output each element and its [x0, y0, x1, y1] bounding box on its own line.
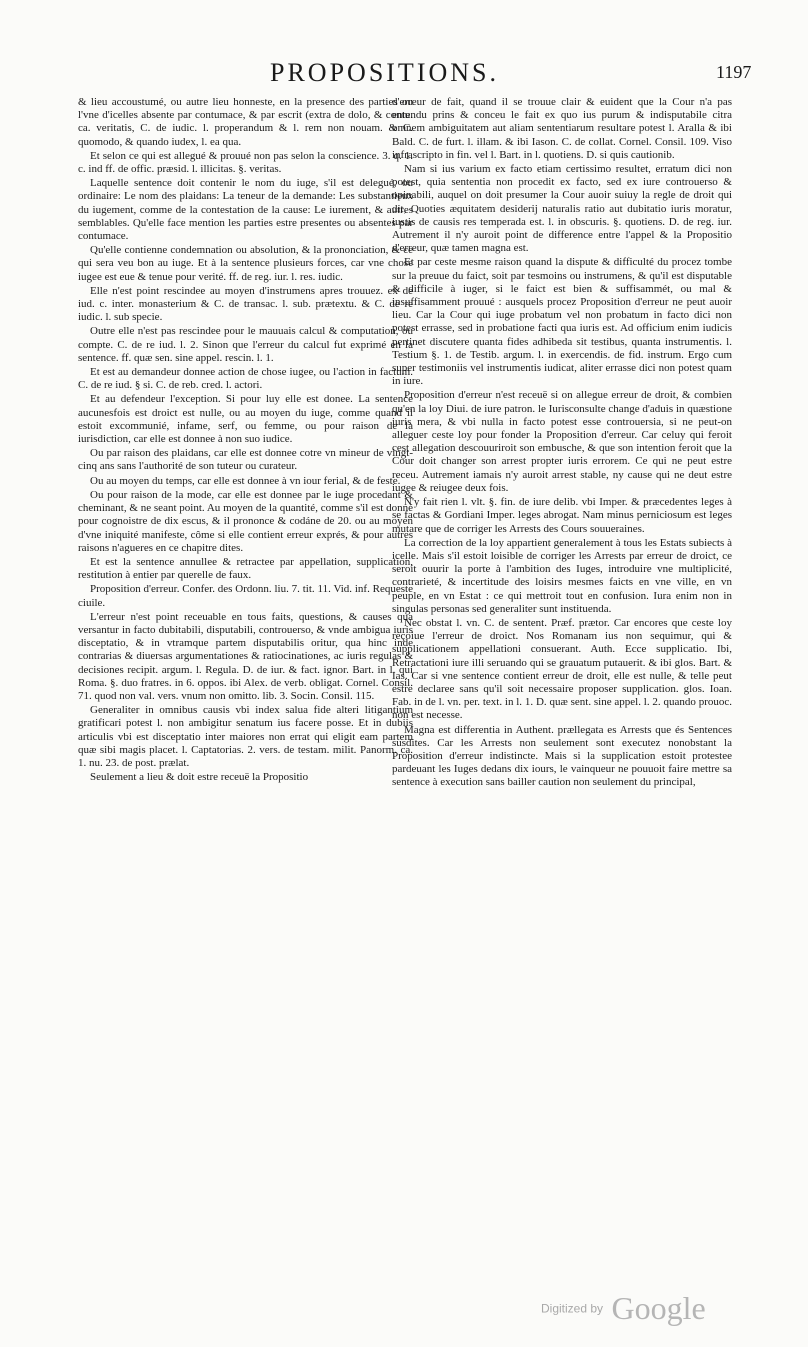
- right-paragraph: Proposition d'erreur n'est receuë si on allegue erreur de droit, & combien qu'en la loy Diui. de iure patron. le Iurisconsulte change d'aduis in quæstione iuris mera, & vbi nulla in facto potest esse controuersia, si ne peut-on alleguer ceste loy pour fonder la Proposition d'erreur. Car celuy qui feroit cest allegation descouuriroit son embusche, & que son intention feroit que la Cour doit changer son arrest propter iuris errorem. Ce qui ne peut estre receu. Autrement iamais n'y auroit arrest stable, ny cause qui ne deut estre iugee & reiugee deux fois.: [392, 389, 732, 494]
- right-column: [392, 96, 732, 791]
- page-header: [0, 56, 808, 96]
- left-paragraph: Ou pour raison de la mode, car elle est donnee par le iuge procedant & cheminant, & ne seant point. Au moyen de la quantité, comme s'il est donné pour cognoistre de dix escus, & il prononce & codáne de 20. ou au moyen d'vne iniquité manifeste, côme si elle contient erreur exprés, & pour autres raisons n'agueres en ce chapitre dites.: [78, 488, 413, 554]
- digitized-by-label: Digitized by: [541, 1301, 604, 1316]
- left-paragraph: Outre elle n'est pas rescindee pour le mauuais calcul & computation, ou compte. C. de re iud. l. 2. Sinon que l'erreur du calcul fut exprimé en la sentence. ff. quæ sen. sine appel. rescin. l. 1.: [78, 325, 413, 364]
- page-number: 1197: [716, 62, 752, 82]
- digitization-watermark: [541, 1290, 706, 1327]
- left-paragraph: Et est la sentence annullee & retractee par appellation, supplication, restitution à entier par querelle de faux.: [78, 555, 413, 582]
- google-logo: Google: [611, 1290, 706, 1326]
- left-paragraph: Generaliter in omnibus causis vbi index salua fide alteri litigantium gratificari potest l. non ambigitur senatum ius facere posse. Et in dubiis articulis vbi est disceptatio inter maiores non errat qui eligit eam partem quæ sibi magis placet. l. Captatorias. 2. vers. de testam. milit. Panorm. ca. 1. nu. 23. de post. prælat.: [78, 704, 413, 769]
- right-paragraph: Nam si ius varium ex facto etiam certissimo resultet, erratum dici non potest, quia sententia non procedit ex facto, sed ex iure controuerso & opinabili, auquel on doit presumer la Cour auoir suiuy la regle de droit qui dit, Quoties æquitatem desiderij naturalis ratio aut dubitatio iuris moratur, iustis de causis res temperada est. l. in obscuris. §. quotiens. D. de reg. iur. Autrement il n'y auroit point de difference entre l'appel & la Propositio d'erreur, quæ tamen magna est.: [392, 163, 732, 255]
- left-paragraph: Ou par raison des plaidans, car elle est donnee cotre vn mineur de vingt-cinq ans sans l'authorité de son tuteur ou curateur.: [78, 447, 413, 473]
- right-paragraph: Magna est differentia in Authent. prællegata es Arrests que és Sentences susdites. Car les Arrests non seulement sont executez nonobstant la Proposition d'erreur indistincte. Mais si la supplication estoit protestee pardeuant les Iuges dedans dix iours, le vainqueur ne pouuoit faire mettre sa sentence à execution sans bailler caution non seulement du principal,: [392, 723, 732, 789]
- left-paragraph: Ou au moyen du temps, car elle est donnee à vn iour ferial, & de feste.: [90, 474, 401, 487]
- left-paragraph: Seulement a lieu & doit estre receuë la Propositio: [90, 771, 309, 784]
- left-paragraph: Proposition d'erreur. Confer. des Ordonn. liu. 7. tit. 11. Vid. inf. Requeste ciuile.: [78, 583, 413, 609]
- left-paragraph: Elle n'est point rescindee au moyen d'instrumens apres trouuez. ex de iud. c. inter. monasterium & C. de transac. l. sub. prætextu. & C. de re iudic. l. sub specie.: [78, 284, 413, 324]
- right-paragraph: Nec obstat l. vn. C. de sentent. Præf. prætor. Car encores que ceste loy reçoiue l'erreur de droict. Nos Romanam ius non sequimur, qui & supplicationem appellationi consuerant. Auth. Ecce supplicatio. Ibi, Retractationi iure illi seruando qui se grauatum putauerit. & ibi glos. Bart. & Ias. Car si vne sentence contient erreur de droit, elle est nulle, & telle peut estre declaree sans qu'il soit necessaire proposer supplication. glos. Ioan. Fab. in de l. vn. per. text. in l. 1. D. quæ sent. sine appel. l. 2. quando prouoc. non est necesse.: [392, 616, 732, 722]
- running-title: PROPOSITIONS.: [270, 58, 499, 87]
- left-paragraph: Et est au demandeur donnee action de chose iugee, ou l'action in factum. C. de re iud. § si. C. de reb. cred. l. actori.: [78, 366, 413, 392]
- left-column: [78, 96, 413, 785]
- right-paragraph: Et par ceste mesme raison quand la dispute & difficulté du procez tombe sur la preuue du faict, soit par tesmoins ou instrumens, & qu'il est disputable & difficile à iuger, si le faict est bien & suffisammét, ou mal & insuffisamment prouué : ausquels procez Proposition d'erreur ne peut auoir lieu. Car la Cour qui iuge probatum vel non probatum in facto dici non potest errasse, sed in probatione facti qua iuris est. Ad officium enim iudicis pertinet discutere quanta fides adhibeda sit testibus, quanta instrumentis. l. Testium §. 1. de Testib. argum. l. in exercendis. de fid. instrum. Ergo cum super testimoniis vel instrumentis iudicat, aliter errasse dici non potest quam in iure.: [392, 256, 732, 388]
- right-paragraph: N'y fait rien l. vlt. §. fin. de iure delib. vbi Imper. & præcedentes leges à se factas & Gordiani Imper. leges abrogat. Nam minus perniciosum est leges mutare que de corriger les Arrests des Cours souueraines.: [392, 496, 732, 535]
- left-paragraph: & lieu accoustumé, ou autre lieu honneste, en la presence des parties ou l'vne d'icelles absente par contumace, & par escrit (extra de dolo, & contu. ca. veritatis, C. de iudic. l. properandum & l. rem non nouam. & C. quomodo, & quando iudex, l. ea qua.: [78, 96, 413, 148]
- right-paragraph: d'erreur de fait, quand il se trouue clair & euident que la Cour n'a pas entendu prins & conceu le fait ex quo ius purum & indisputabile citra omnem ambiguitatem aut aliam sententiarum resultare potest l. Aralla & ibi Bald. C. de furt. l. illam. & ibi Iason. C. de collat. Cornel. Consil. 109. Viso infrascripto in fin. vel l. Bart. in l. quotiens. D. si quis cautionib.: [392, 96, 732, 161]
- left-paragraph: Et au defendeur l'exception. Si pour luy elle est donee. La sentence aucunesfois est droict est nulle, ou au moyen du iuge, comme quand il estoit excommunié, infame, serf, ou femme, ou pour raison de la iurisdiction, car elle est donnee à non suo iudice.: [78, 393, 413, 446]
- right-paragraph: La correction de la loy appartient generalement à tous les Estats subiects à icelle. Mais s'il estoit loisible de corriger les Arrests par erreur de droict, ce seroit ouurir la porte à l'ambition des Iuges, introduire vne multiplicité, contrarieté, & incertitude des loisirs mesmes faicts en vne ville, en vn peuple, en vn Estat : ce qui mettroit tout en confusion. Iura enim non in singulas personas sed generaliter sunt instituenda.: [392, 536, 732, 615]
- left-paragraph: Et selon ce qui est allegué & prouué non pas selon la conscience. 3. q. 1. c. ind ff. de offic. præsid. l. illicitas. §. veritas.: [78, 149, 413, 176]
- left-paragraph: Qu'elle contienne condemnation ou absolution, & la prononciation, & ce qui sera veu bon au iuge. Et à la sentence plusieurs forces, car vne chose iugee est eue & tenue pour verité. ff. de reg. iur. l. res. iudic.: [78, 244, 413, 283]
- left-paragraph: Laquelle sentence doit contenir le nom du iuge, s'il est delegué, ou ordinaire: Le nom des plaidans: La teneur de la demande: Les substantieux du iugement, comme de la contestation de la cause: Le iurement, & autres semblables. Qu'elle face mention les parties estre presentes ou absentes par contumace.: [78, 177, 413, 243]
- left-paragraph: L'erreur n'est point receuable en tous faits, questions, & causes qua versantur in facto dubitabili, disputabili, controuerso, & vnde ambigua iuris disceptatio, & in vtramque partem disputabilis oritur, qua hinc inde contrarias & diuersas argumentationes & ratiocinationes, ac iuris regulas & decisiones recipit. argum. l. Regula. D. de iur. & fact. ignor. Bart. in l. qui Roma. §. duo fratres. in 6. oppos. ibi Alex. de verb. obligat. Cornel. Consil. 71. quod non val. vers. vnum non omitto. lib. 3. Socin. Consil. 115.: [78, 610, 413, 702]
